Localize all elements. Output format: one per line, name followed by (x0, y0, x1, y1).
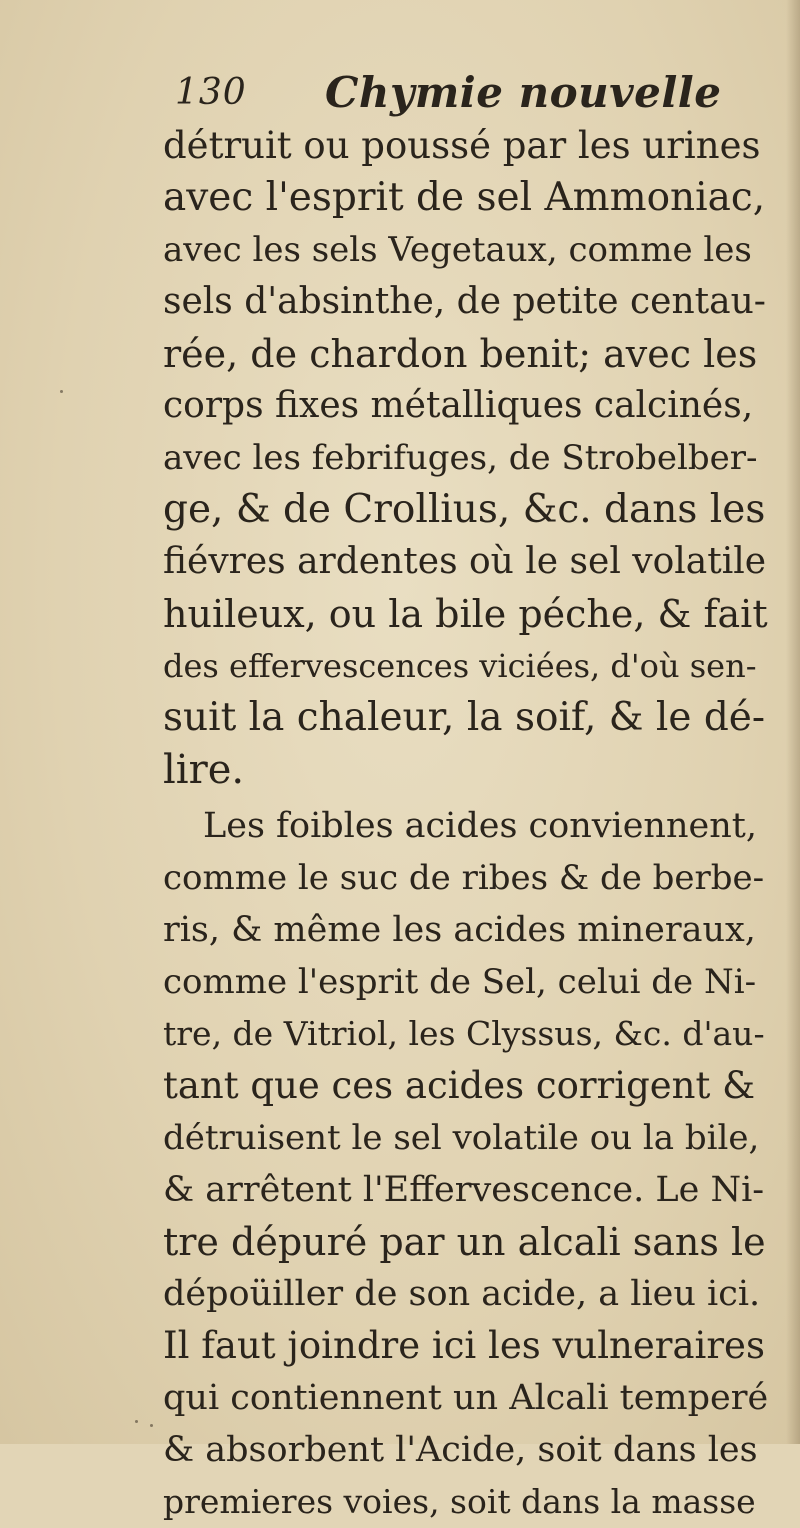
text-line: avec l'esprit de sel Ammoniac, (163, 175, 766, 220)
text-line: sels d'absinthe, de petite centau- (163, 281, 766, 322)
text-line: détruit ou poussé par les urines (163, 124, 761, 167)
text-line: huileux, ou la bile péche, & fait (163, 592, 768, 636)
text-line: & absorbent l'Acide, soit dans les (163, 1430, 758, 1470)
page-edge-shadow (786, 0, 800, 1444)
text-line: qui contiennent un Alcali temperé (163, 1378, 769, 1418)
text-line: & arrêtent l'Effervescence. Le Ni- (163, 1170, 765, 1210)
text-line: premieres voies, soit dans la masse (163, 1482, 756, 1521)
text-line: tant que ces acides corrigent & (163, 1064, 756, 1107)
text-line: lire. (163, 747, 245, 793)
text-line: Il faut joindre ici les vulneraires (163, 1324, 765, 1367)
text-line: fiévres ardentes où le sel volatile (163, 541, 767, 582)
text-line: avec les febrifuges, de Strobelber- (163, 438, 758, 478)
text-line: comme l'esprit de Sel, celui de Ni- (163, 962, 757, 1002)
text-line: avec les sels Vegetaux, comme les (163, 230, 752, 270)
page-header (175, 68, 735, 118)
text-line: suit la chaleur, la soif, & le dé- (163, 695, 766, 740)
paper-speck (150, 1424, 153, 1427)
text-line: comme le suc de ribes & de berbe- (163, 858, 765, 898)
text-line: détruisent le sel volatile ou la bile, (163, 1118, 760, 1158)
text-line: tre, de Vitriol, les Clyssus, &c. d'au- (163, 1014, 765, 1053)
paper-speck (135, 1420, 138, 1423)
text-line: ge, & de Crollius, &c. dans les (163, 487, 766, 532)
text-line: corps fixes métalliques calcinés, (163, 385, 754, 426)
running-title: Chymie nouvelle (325, 68, 722, 117)
text-line: des effervescences viciées, d'où sen- (163, 647, 757, 685)
paper-speck (60, 390, 63, 393)
text-line: rée, de chardon benit; avec les (163, 332, 758, 376)
text-line: tre dépuré par un alcali sans le (163, 1220, 766, 1264)
paragraph-first-line: Les foibles acides conviennent, (203, 806, 757, 846)
page-number: 130 (175, 72, 247, 113)
text-line: ris, & même les acides mineraux, (163, 910, 756, 950)
text-line: dépoüiller de son acide, a lieu ici. (163, 1274, 761, 1314)
